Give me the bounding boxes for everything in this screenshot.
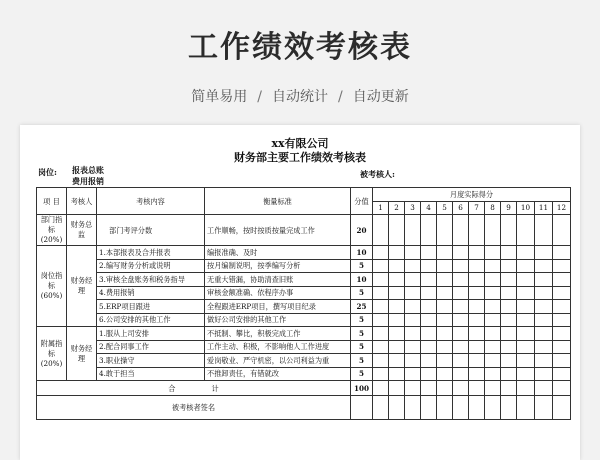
table-row — [37, 367, 571, 381]
monthly-score-cell[interactable] — [535, 246, 553, 260]
monthly-score-cell[interactable] — [437, 340, 453, 354]
monthly-score-cell[interactable] — [517, 246, 535, 260]
monthly-total-cell[interactable] — [453, 381, 469, 396]
monthly-score-cell[interactable] — [389, 340, 405, 354]
monthly-score-cell[interactable] — [517, 259, 535, 273]
monthly-score-cell[interactable] — [373, 215, 389, 246]
monthly-score-cell[interactable] — [517, 313, 535, 327]
monthly-score-cell[interactable] — [389, 313, 405, 327]
examiner-cell: 财务总监 — [67, 215, 97, 246]
content-cell: 5.ERP项目跟进 — [97, 300, 205, 314]
total-label-part: 计 — [211, 383, 219, 393]
monthly-score-cell[interactable] — [485, 340, 501, 354]
monthly-score-cell[interactable] — [485, 354, 501, 368]
table-row — [37, 246, 571, 260]
signature-row — [37, 396, 571, 420]
header-score: 分值 — [351, 188, 373, 215]
monthly-score-cell[interactable] — [501, 286, 517, 300]
header-standard: 衡量标准 — [205, 188, 351, 215]
standard-cell: 工作主动、积极，不影响他人工作进度 — [205, 340, 351, 354]
monthly-score-cell[interactable] — [485, 259, 501, 273]
subtitle-item: 简单易用 — [191, 89, 248, 105]
monthly-score-cell[interactable] — [535, 367, 553, 381]
monthly-score-cell[interactable] — [437, 215, 453, 246]
content-cell: 1.本部报表及合并报表 — [97, 246, 205, 260]
monthly-score-cell[interactable] — [517, 215, 535, 246]
table-row — [37, 327, 571, 341]
month-header: 7 — [469, 201, 485, 215]
monthly-score-cell[interactable] — [553, 286, 571, 300]
table-row — [37, 273, 571, 287]
standard-cell: 无重大错漏，协助清查旧账 — [205, 273, 351, 287]
subtitle-item: 自动统计 — [272, 89, 328, 105]
monthly-score-cell[interactable] — [373, 367, 389, 381]
monthly-score-cell[interactable] — [501, 273, 517, 287]
monthly-score-cell[interactable] — [553, 340, 571, 354]
signature-month-cell[interactable] — [485, 396, 501, 420]
monthly-score-cell[interactable] — [517, 300, 535, 314]
monthly-score-cell[interactable] — [373, 273, 389, 287]
signature-month-cell[interactable] — [405, 396, 421, 420]
header-examiner: 考核人 — [67, 188, 97, 215]
monthly-score-cell[interactable] — [501, 300, 517, 314]
standard-cell: 审核金额准确、依程序办事 — [205, 286, 351, 300]
month-header: 12 — [553, 201, 571, 215]
monthly-score-cell[interactable] — [405, 327, 421, 341]
monthly-score-cell[interactable] — [501, 259, 517, 273]
monthly-score-cell[interactable] — [373, 340, 389, 354]
evaluation-sheet — [20, 125, 580, 460]
monthly-score-cell[interactable] — [469, 300, 485, 314]
monthly-score-cell[interactable] — [421, 273, 437, 287]
month-header: 2 — [389, 201, 405, 215]
signature-month-cell[interactable] — [553, 396, 571, 420]
standard-cell: 不推卸责任，有错就改 — [205, 367, 351, 381]
monthly-score-cell[interactable] — [389, 354, 405, 368]
monthly-total-cell[interactable] — [421, 381, 437, 396]
monthly-score-cell[interactable] — [437, 286, 453, 300]
monthly-score-cell[interactable] — [421, 215, 437, 246]
monthly-score-cell[interactable] — [453, 286, 469, 300]
monthly-score-cell[interactable] — [535, 354, 553, 368]
standard-cell: 爱岗敬业、严守机密，以公司利益为重 — [205, 354, 351, 368]
subtitle-item: 自动更新 — [352, 89, 409, 105]
monthly-score-cell[interactable] — [421, 300, 437, 314]
monthly-score-cell[interactable] — [535, 327, 553, 341]
monthly-score-cell[interactable] — [553, 327, 571, 341]
monthly-score-cell[interactable] — [373, 300, 389, 314]
signature-month-cell[interactable] — [389, 396, 405, 420]
monthly-score-cell[interactable] — [469, 273, 485, 287]
monthly-score-cell[interactable] — [469, 246, 485, 260]
monthly-total-cell[interactable] — [373, 381, 389, 396]
score-cell: 5 — [351, 354, 373, 368]
position-label: 岗位: — [38, 167, 57, 177]
examinee-label: 被考核人: — [360, 169, 395, 179]
monthly-score-cell[interactable] — [405, 246, 421, 260]
monthly-score-cell[interactable] — [535, 259, 553, 273]
monthly-score-cell[interactable] — [437, 313, 453, 327]
monthly-score-cell[interactable] — [405, 286, 421, 300]
page-subtitle — [0, 86, 600, 106]
monthly-total-cell[interactable] — [535, 381, 553, 396]
monthly-score-cell[interactable] — [373, 259, 389, 273]
content-cell: 2.配合同事工作 — [97, 340, 205, 354]
project-cell: 部门指标(20%) — [37, 215, 67, 246]
score-cell: 5 — [351, 313, 373, 327]
form-title: 财务部主要工作绩效考核表 — [234, 151, 366, 164]
monthly-score-cell[interactable] — [453, 246, 469, 260]
monthly-score-cell[interactable] — [469, 259, 485, 273]
monthly-score-cell[interactable] — [517, 340, 535, 354]
monthly-score-cell[interactable] — [405, 354, 421, 368]
score-cell: 5 — [351, 286, 373, 300]
score-cell: 5 — [351, 327, 373, 341]
total-label — [37, 381, 351, 396]
monthly-score-cell[interactable] — [389, 215, 405, 246]
month-header: 11 — [535, 201, 553, 215]
monthly-score-cell[interactable] — [485, 300, 501, 314]
monthly-score-cell[interactable] — [517, 354, 535, 368]
project-cell: 附属指标(20%) — [37, 327, 67, 381]
monthly-score-cell[interactable] — [421, 259, 437, 273]
monthly-score-cell[interactable] — [421, 367, 437, 381]
monthly-score-cell[interactable] — [535, 313, 553, 327]
examiner-cell: 财务经理 — [67, 327, 97, 381]
monthly-total-cell[interactable] — [469, 381, 485, 396]
signature-month-cell[interactable] — [373, 396, 389, 420]
standard-cell: 按月编制说明，按季编写分析 — [205, 259, 351, 273]
score-cell: 10 — [351, 273, 373, 287]
signature-month-cell[interactable] — [517, 396, 535, 420]
monthly-score-cell[interactable] — [453, 340, 469, 354]
month-header: 9 — [501, 201, 517, 215]
total-score: 100 — [351, 381, 373, 396]
monthly-total-cell[interactable] — [485, 381, 501, 396]
month-header: 8 — [485, 201, 501, 215]
monthly-score-cell[interactable] — [535, 300, 553, 314]
monthly-score-cell[interactable] — [485, 273, 501, 287]
monthly-score-cell[interactable] — [535, 273, 553, 287]
monthly-score-cell[interactable] — [421, 354, 437, 368]
monthly-score-cell[interactable] — [469, 354, 485, 368]
month-header: 6 — [453, 201, 469, 215]
total-row — [37, 381, 571, 396]
signature-month-cell[interactable] — [437, 396, 453, 420]
monthly-score-cell[interactable] — [501, 340, 517, 354]
monthly-score-cell[interactable] — [501, 327, 517, 341]
month-header: 3 — [405, 201, 421, 215]
monthly-score-cell[interactable] — [437, 327, 453, 341]
total-label-part: 合 — [168, 383, 176, 393]
monthly-score-cell[interactable] — [553, 259, 571, 273]
table-row — [37, 286, 571, 300]
monthly-score-cell[interactable] — [437, 367, 453, 381]
monthly-score-cell[interactable] — [553, 313, 571, 327]
table-row — [37, 354, 571, 368]
signature-month-cell[interactable] — [421, 396, 437, 420]
table-row — [37, 259, 571, 273]
standard-cell: 做好公司安排的其他工作 — [205, 313, 351, 327]
company-name: xx有限公司 — [271, 137, 329, 150]
monthly-score-cell[interactable] — [469, 327, 485, 341]
monthly-score-cell[interactable] — [485, 286, 501, 300]
standard-cell: 全程跟进ERP项目，撰写项目纪录 — [205, 300, 351, 314]
monthly-score-cell[interactable] — [501, 354, 517, 368]
standard-cell: 编报准确、及时 — [205, 246, 351, 260]
monthly-score-cell[interactable] — [517, 367, 535, 381]
signature-month-cell[interactable] — [453, 396, 469, 420]
standard-cell: 不抵制、攀比，积极完成工作 — [205, 327, 351, 341]
monthly-score-cell[interactable] — [517, 286, 535, 300]
evaluation-table — [36, 187, 571, 420]
monthly-score-cell[interactable] — [553, 300, 571, 314]
examiner-cell: 财务经理 — [67, 246, 97, 327]
monthly-total-cell[interactable] — [553, 381, 571, 396]
monthly-score-cell[interactable] — [517, 327, 535, 341]
monthly-score-cell[interactable] — [405, 300, 421, 314]
month-header: 1 — [373, 201, 389, 215]
monthly-score-cell[interactable] — [469, 313, 485, 327]
monthly-score-cell[interactable] — [389, 300, 405, 314]
monthly-score-cell[interactable] — [405, 259, 421, 273]
monthly-score-cell[interactable] — [453, 354, 469, 368]
monthly-score-cell[interactable] — [535, 286, 553, 300]
monthly-score-cell[interactable] — [469, 340, 485, 354]
header-monthly-score: 月度实际得分 — [373, 188, 571, 202]
monthly-score-cell[interactable] — [389, 273, 405, 287]
monthly-score-cell[interactable] — [437, 259, 453, 273]
monthly-score-cell[interactable] — [373, 354, 389, 368]
monthly-score-cell[interactable] — [389, 246, 405, 260]
score-cell: 10 — [351, 246, 373, 260]
monthly-score-cell[interactable] — [421, 313, 437, 327]
signature-month-cell[interactable] — [469, 396, 485, 420]
monthly-score-cell[interactable] — [469, 367, 485, 381]
monthly-score-cell[interactable] — [405, 367, 421, 381]
monthly-score-cell[interactable] — [553, 273, 571, 287]
monthly-score-cell[interactable] — [373, 313, 389, 327]
table-row — [37, 300, 571, 314]
page-title: 工作绩效考核表 — [188, 30, 412, 65]
score-cell: 5 — [351, 259, 373, 273]
monthly-score-cell[interactable] — [469, 286, 485, 300]
score-cell: 20 — [351, 215, 373, 246]
monthly-score-cell[interactable] — [553, 246, 571, 260]
subtitle-separator: / — [257, 89, 262, 105]
monthly-score-cell[interactable] — [553, 354, 571, 368]
monthly-score-cell[interactable] — [517, 273, 535, 287]
monthly-score-cell[interactable] — [453, 259, 469, 273]
monthly-score-cell[interactable] — [389, 327, 405, 341]
content-cell: 4.敢于担当 — [97, 367, 205, 381]
signature-label: 被考核者签名 — [37, 396, 351, 420]
header-project: 项 目 — [37, 188, 67, 215]
standard-cell: 工作顺畅，按时按质按量完成工作 — [205, 215, 351, 246]
signature-month-cell[interactable] — [535, 396, 553, 420]
position-value-1: 报表总账 — [72, 165, 104, 175]
monthly-score-cell[interactable] — [373, 286, 389, 300]
monthly-score-cell[interactable] — [405, 340, 421, 354]
month-header: 10 — [517, 201, 535, 215]
score-cell: 25 — [351, 300, 373, 314]
monthly-score-cell[interactable] — [405, 313, 421, 327]
monthly-total-cell[interactable] — [437, 381, 453, 396]
monthly-score-cell[interactable] — [501, 246, 517, 260]
subtitle-separator: / — [338, 89, 343, 105]
monthly-score-cell[interactable] — [437, 273, 453, 287]
monthly-score-cell[interactable] — [373, 327, 389, 341]
monthly-score-cell[interactable] — [437, 246, 453, 260]
monthly-score-cell[interactable] — [485, 246, 501, 260]
monthly-score-cell[interactable] — [373, 246, 389, 260]
monthly-score-cell[interactable] — [553, 367, 571, 381]
monthly-score-cell[interactable] — [453, 313, 469, 327]
content-cell: 4.费用报销 — [97, 286, 205, 300]
monthly-score-cell[interactable] — [453, 300, 469, 314]
monthly-score-cell[interactable] — [485, 327, 501, 341]
score-cell: 5 — [351, 367, 373, 381]
content-cell: 2.编写财务分析或说明 — [97, 259, 205, 273]
content-cell: 1.服从上司安排 — [97, 327, 205, 341]
signature-month-cell[interactable] — [501, 396, 517, 420]
content-cell: 3.审核全盘账务和税务指导 — [97, 273, 205, 287]
content-cell: 3.职业操守 — [97, 354, 205, 368]
monthly-score-cell[interactable] — [453, 367, 469, 381]
monthly-score-cell[interactable] — [469, 215, 485, 246]
header-content: 考核内容 — [97, 188, 205, 215]
monthly-total-cell[interactable] — [405, 381, 421, 396]
table-row — [37, 313, 571, 327]
monthly-score-cell[interactable] — [535, 340, 553, 354]
monthly-score-cell[interactable] — [437, 300, 453, 314]
monthly-score-cell[interactable] — [389, 367, 405, 381]
signature-score-cell[interactable] — [351, 396, 373, 420]
monthly-score-cell[interactable] — [501, 313, 517, 327]
monthly-score-cell[interactable] — [389, 286, 405, 300]
monthly-score-cell[interactable] — [453, 215, 469, 246]
project-cell: 岗位指标(60%) — [37, 246, 67, 327]
content-cell: 部门考评分数 — [97, 215, 205, 246]
monthly-score-cell[interactable] — [535, 215, 553, 246]
monthly-score-cell[interactable] — [437, 354, 453, 368]
monthly-score-cell[interactable] — [453, 327, 469, 341]
score-cell: 5 — [351, 340, 373, 354]
monthly-score-cell[interactable] — [485, 215, 501, 246]
content-cell: 6.公司安排的其他工作 — [97, 313, 205, 327]
monthly-score-cell[interactable] — [553, 215, 571, 246]
monthly-score-cell[interactable] — [453, 273, 469, 287]
monthly-score-cell[interactable] — [485, 313, 501, 327]
monthly-score-cell[interactable] — [389, 259, 405, 273]
monthly-score-cell[interactable] — [421, 327, 437, 341]
month-header: 4 — [421, 201, 437, 215]
monthly-total-cell[interactable] — [389, 381, 405, 396]
table-row — [37, 340, 571, 354]
monthly-score-cell[interactable] — [405, 215, 421, 246]
monthly-total-cell[interactable] — [517, 381, 535, 396]
monthly-score-cell[interactable] — [501, 367, 517, 381]
monthly-score-cell[interactable] — [405, 273, 421, 287]
monthly-score-cell[interactable] — [421, 286, 437, 300]
table-row — [37, 215, 571, 246]
monthly-score-cell[interactable] — [421, 340, 437, 354]
month-header: 5 — [437, 201, 453, 215]
monthly-score-cell[interactable] — [421, 246, 437, 260]
monthly-score-cell[interactable] — [501, 215, 517, 246]
monthly-total-cell[interactable] — [501, 381, 517, 396]
position-value-2: 费用报销 — [72, 176, 104, 186]
monthly-score-cell[interactable] — [485, 367, 501, 381]
